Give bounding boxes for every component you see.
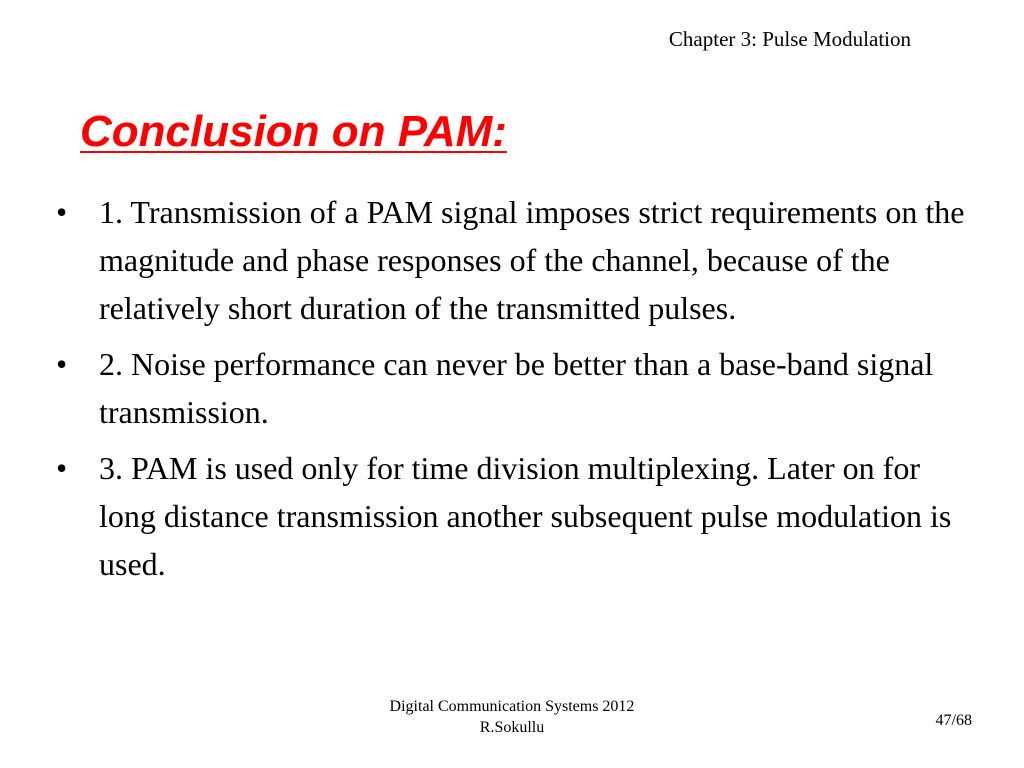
slide-number: 47/68 bbox=[935, 712, 972, 729]
slide-title: Conclusion on PAM: bbox=[80, 107, 507, 156]
bullet-item bbox=[56, 340, 976, 436]
chapter-header: Chapter 3: Pulse Modulation bbox=[668, 27, 911, 51]
bullet-text: 2. Noise performance can never be better than a base-band signal transmission. bbox=[99, 346, 934, 430]
bullet-item bbox=[56, 188, 976, 332]
bullet-text: 3. PAM is used only for time division multiplexing. Later on for long distance transmission another subsequent pulse modulation is used. bbox=[99, 450, 952, 582]
bullet-item bbox=[56, 444, 976, 588]
bullet-marker: • bbox=[56, 194, 68, 230]
bullet-marker: • bbox=[56, 346, 68, 382]
footer bbox=[0, 696, 1024, 738]
footer-author: R.Sokullu bbox=[479, 719, 545, 736]
bullet-list bbox=[56, 188, 976, 596]
bullet-text: 1. Transmission of a PAM signal imposes strict requirements on the magnitude and phase responses of the channel, because of the relatively short duration of the transmitted pulses. bbox=[99, 194, 965, 326]
footer-course: Digital Communication Systems 2012 bbox=[389, 698, 635, 715]
bullet-marker: • bbox=[56, 450, 68, 486]
